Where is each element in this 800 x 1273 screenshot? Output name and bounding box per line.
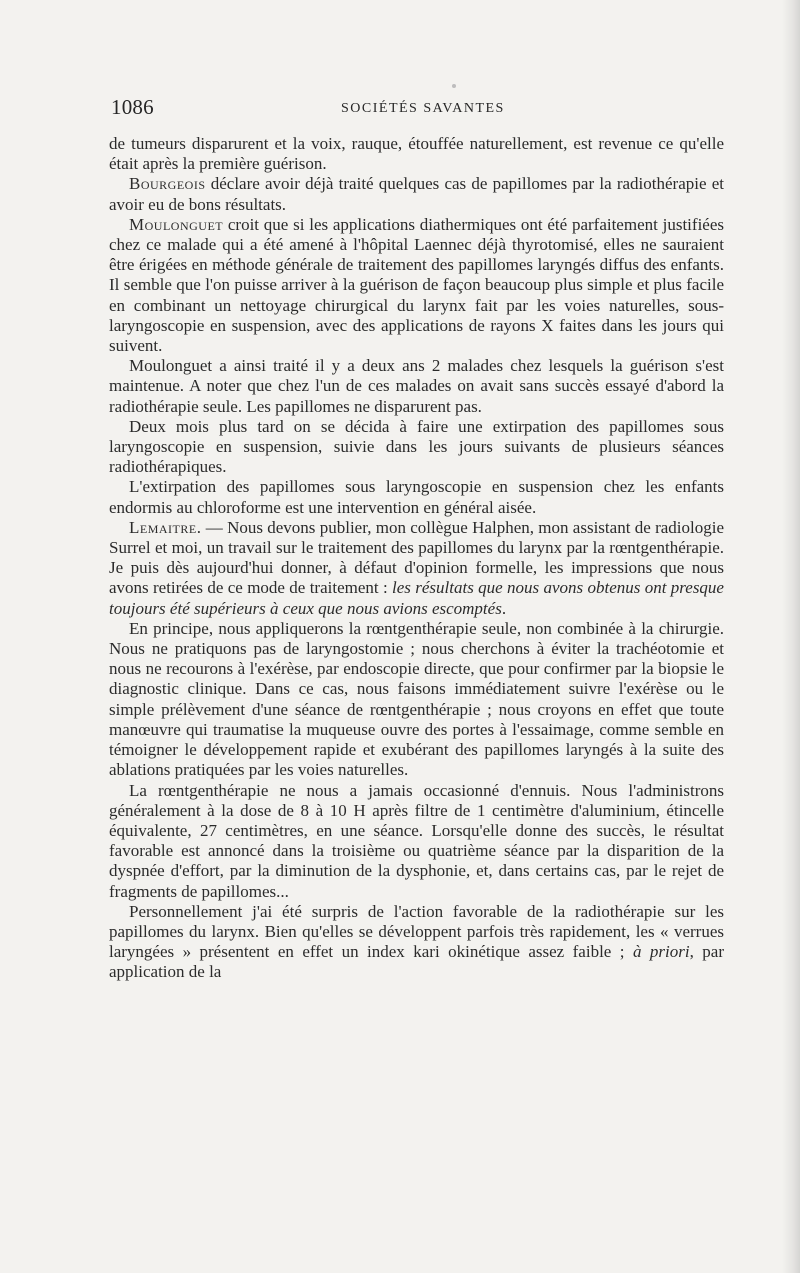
paragraph-text: Personnellement j'ai été surpris de l'action favorable de la radiothérapie sur les papillomes du larynx. Bien qu'elles se développent parfois très rapidement, les « verrues laryngées » présentent en effet un index kari okinétique assez faible ;	[109, 901, 724, 962]
italic-text: les résultats que nous avons obtenus ont presque toujours été supérieurs à ceux que nous avions escomptés	[109, 578, 724, 618]
paragraph-text: — Nous devons publier, mon collègue Halphen, mon assistant de radiologie Surrel et moi, un travail sur le traitement des papillomes du larynx par la rœntgenthérapie. Je puis dès aujourd'hui donner, à défaut d'opinion formelle, les impressions que nous avons retirées de ce mode de traitement :	[109, 517, 724, 598]
paragraph-text: de tumeurs disparurent et la voix, rauque, étouffée naturellement, est revenue ce qu'elle était après la première guérison.	[109, 134, 724, 174]
paragraph	[109, 781, 724, 902]
paragraph-text: déclare avoir déjà traité quelques cas de papillomes par la radiothérapie et avoir eu de bons résultats.	[109, 174, 724, 214]
body-text	[109, 134, 724, 983]
paragraph-text: En principe, nous appliquerons la rœntgenthérapie seule, non combinée à la chirurgie. Nous ne pratiquons pas de laryngostomie ; nous cherchons à éviter la trachéotomie et nous ne recourons à l'exérèse, par endoscopie directe, que pour confirmer par la biopsie le diagnostic clinique. Dans ce cas, nous faisons immédiatement suivre l'exérèse ou le simple prélèvement d'une séance de rœntgenthérapie ; nous croyons en effet que toute manœuvre qui traumatise la muqueuse ouvre des portes à l'essaimage, comme semble en témoigner le développement rapide et exubérant des papillomes laryngés à la suite des ablations pratiquées par les voies naturelles.	[109, 618, 724, 780]
paragraph	[109, 902, 724, 983]
page-edge-shadow	[782, 0, 800, 1273]
running-title: SOCIÉTÉS SAVANTES	[341, 101, 505, 116]
paragraph-text-end: .	[501, 598, 507, 618]
speaker-name: Moulonguet	[129, 214, 224, 234]
ink-speck	[452, 84, 456, 88]
paragraph-text: La rœntgenthérapie ne nous a jamais occasionné d'ennuis. Nous l'administrons généralement à la dose de 8 à 10 H après filtre de 1 centimètre d'aluminium, étincelle équivalente, 27 centimètres, en une séance. Lorsqu'elle donne des succès, le résultat favorable est annoncé dans la troisième ou quatrième séance par la disparition de la dyspnée d'effort, par la diminution de la dysphonie, et, dans certains cas, par le rejet de fragments de papillomes...	[109, 780, 724, 901]
paragraph	[109, 356, 724, 417]
paragraph-text: croit que si les applications diathermiques ont été parfaitement justifiées chez ce malade qui a été amené à l'hôpital Laennec déjà thyrotomisé, elles ne sauraient être érigées en méthode générale de traitement des papillomes laryngés diffus des enfants. Il semble que l'on puisse arriver à la guérison de façon beaucoup plus simple et plus facile en combinant un nettoyage chirurgical du larynx fait par les voies naturelles, sous-laryngoscopie en suspension, avec des applications de rayons X faites dans les jours qui suivent.	[109, 214, 724, 356]
speaker-name: Bourgeois	[129, 174, 206, 194]
paragraph	[109, 417, 724, 478]
paragraph	[109, 134, 724, 174]
speaker-name: Lemaitre.	[129, 517, 202, 537]
page-header	[111, 95, 724, 119]
paragraph-text: Moulonguet a ainsi traité il y a deux ans 2 malades chez lesquels la guérison s'est maintenue. A noter que chez l'un de ces malades on avait sans succès essayé d'abord la radiothérapie seule. Les papillomes ne disparurent pas.	[109, 356, 724, 416]
paragraph	[109, 215, 724, 356]
paragraph	[109, 477, 724, 517]
paragraph-text: L'extirpation des papillomes sous laryngoscopie en suspension chez les enfants endormis au chloroforme est une intervention en général aisée.	[109, 477, 724, 517]
paragraph	[109, 174, 724, 214]
paragraph-text-end: , par application de la	[109, 942, 724, 982]
paragraph-text: Deux mois plus tard on se décida à faire une extirpation des papillomes sous laryngoscopie en suspension, suivie dans les jours suivants de plusieurs séances radiothérapiques.	[109, 416, 724, 477]
paragraph	[109, 619, 724, 781]
paragraph	[109, 518, 724, 619]
italic-text: à priori	[632, 942, 690, 962]
page-number: 1086	[111, 95, 154, 119]
